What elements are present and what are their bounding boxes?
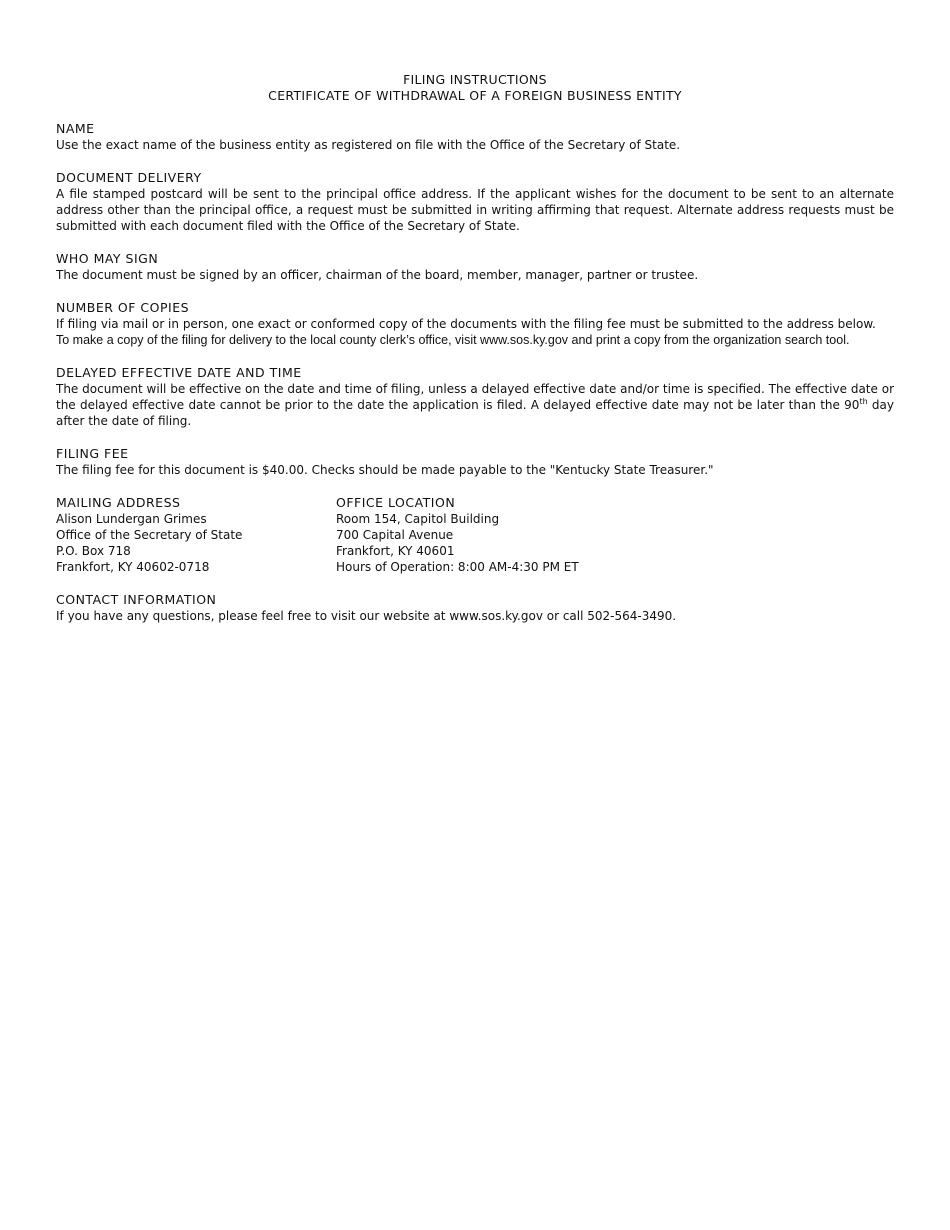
delayed-heading: DELAYED EFFECTIVE DATE AND TIME: [56, 365, 302, 380]
title-line-1: FILING INSTRUCTIONS: [403, 72, 547, 87]
delayed-section: [56, 365, 894, 429]
who-may-sign-section: [56, 251, 894, 283]
document-title: [56, 72, 894, 104]
instructions-page: [56, 72, 894, 624]
delayed-text-before: The document will be effective on the date and time of filing, unless a delayed effective date and/or time is specified. The effective date or the delayed effective date cannot be prior to the date the application is filed. A delayed effective date may not be later than the 90: [56, 382, 894, 412]
office-line: Hours of Operation: 8:00 AM-4:30 PM ET: [336, 560, 579, 574]
office-location: [336, 495, 616, 575]
fee-section: [56, 446, 894, 478]
mailing-line: Office of the Secretary of State: [56, 528, 243, 542]
delivery-text: A file stamped postcard will be sent to the principal office address. If the applicant wishes for the document to be sent to an alternate address other than the principal office, a request must be submitted in writing affirming that request. Alternate address requests must be submitted with each document filed with the Office of the Secretary of State.: [56, 187, 894, 233]
mailing-line: Alison Lundergan Grimes: [56, 512, 207, 526]
delayed-text: [56, 381, 894, 429]
copies-text-1: If filing via mail or in person, one exact or conformed copy of the documents with the filing fee must be submitted to the address below.: [56, 317, 876, 331]
fee-heading: FILING FEE: [56, 446, 129, 461]
office-line: 700 Capital Avenue: [336, 528, 454, 542]
mailing-address: [56, 495, 336, 575]
delivery-section: [56, 170, 894, 234]
delayed-text-after: day after the date of filing.: [56, 398, 894, 428]
contact-heading: CONTACT INFORMATION: [56, 592, 217, 607]
mailing-line: P.O. Box 718: [56, 544, 131, 558]
delayed-superscript: th: [859, 397, 868, 406]
who-may-sign-heading: WHO MAY SIGN: [56, 251, 159, 266]
mailing-heading: MAILING ADDRESS: [56, 495, 181, 510]
title-line-2: CERTIFICATE OF WITHDRAWAL OF A FOREIGN BUSINESS ENTITY: [268, 88, 682, 103]
office-heading: OFFICE LOCATION: [336, 495, 456, 510]
copies-text-2: To make a copy of the filing for delivery to the local county clerk’s office, visit www.sos.ky.gov and print a copy from the organization search tool.: [56, 333, 850, 347]
contact-section: [56, 592, 894, 624]
contact-text: If you have any questions, please feel free to visit our website at www.sos.ky.gov or call 502-564-3490.: [56, 609, 677, 623]
delivery-heading: DOCUMENT DELIVERY: [56, 170, 202, 185]
who-may-sign-text: The document must be signed by an officer, chairman of the board, member, manager, partner or trustee.: [56, 268, 699, 282]
fee-text: The filing fee for this document is $40.00. Checks should be made payable to the "Kentucky State Treasurer.": [56, 463, 714, 477]
copies-heading: NUMBER OF COPIES: [56, 300, 190, 315]
office-line: Room 154, Capitol Building: [336, 512, 500, 526]
copies-section: [56, 300, 894, 348]
name-heading: NAME: [56, 121, 95, 136]
office-line: Frankfort, KY 40601: [336, 544, 455, 558]
address-columns: [56, 495, 894, 575]
mailing-line: Frankfort, KY 40602-0718: [56, 560, 210, 574]
name-section: [56, 121, 894, 153]
name-text: Use the exact name of the business entity as registered on file with the Office of the Secretary of State.: [56, 138, 681, 152]
